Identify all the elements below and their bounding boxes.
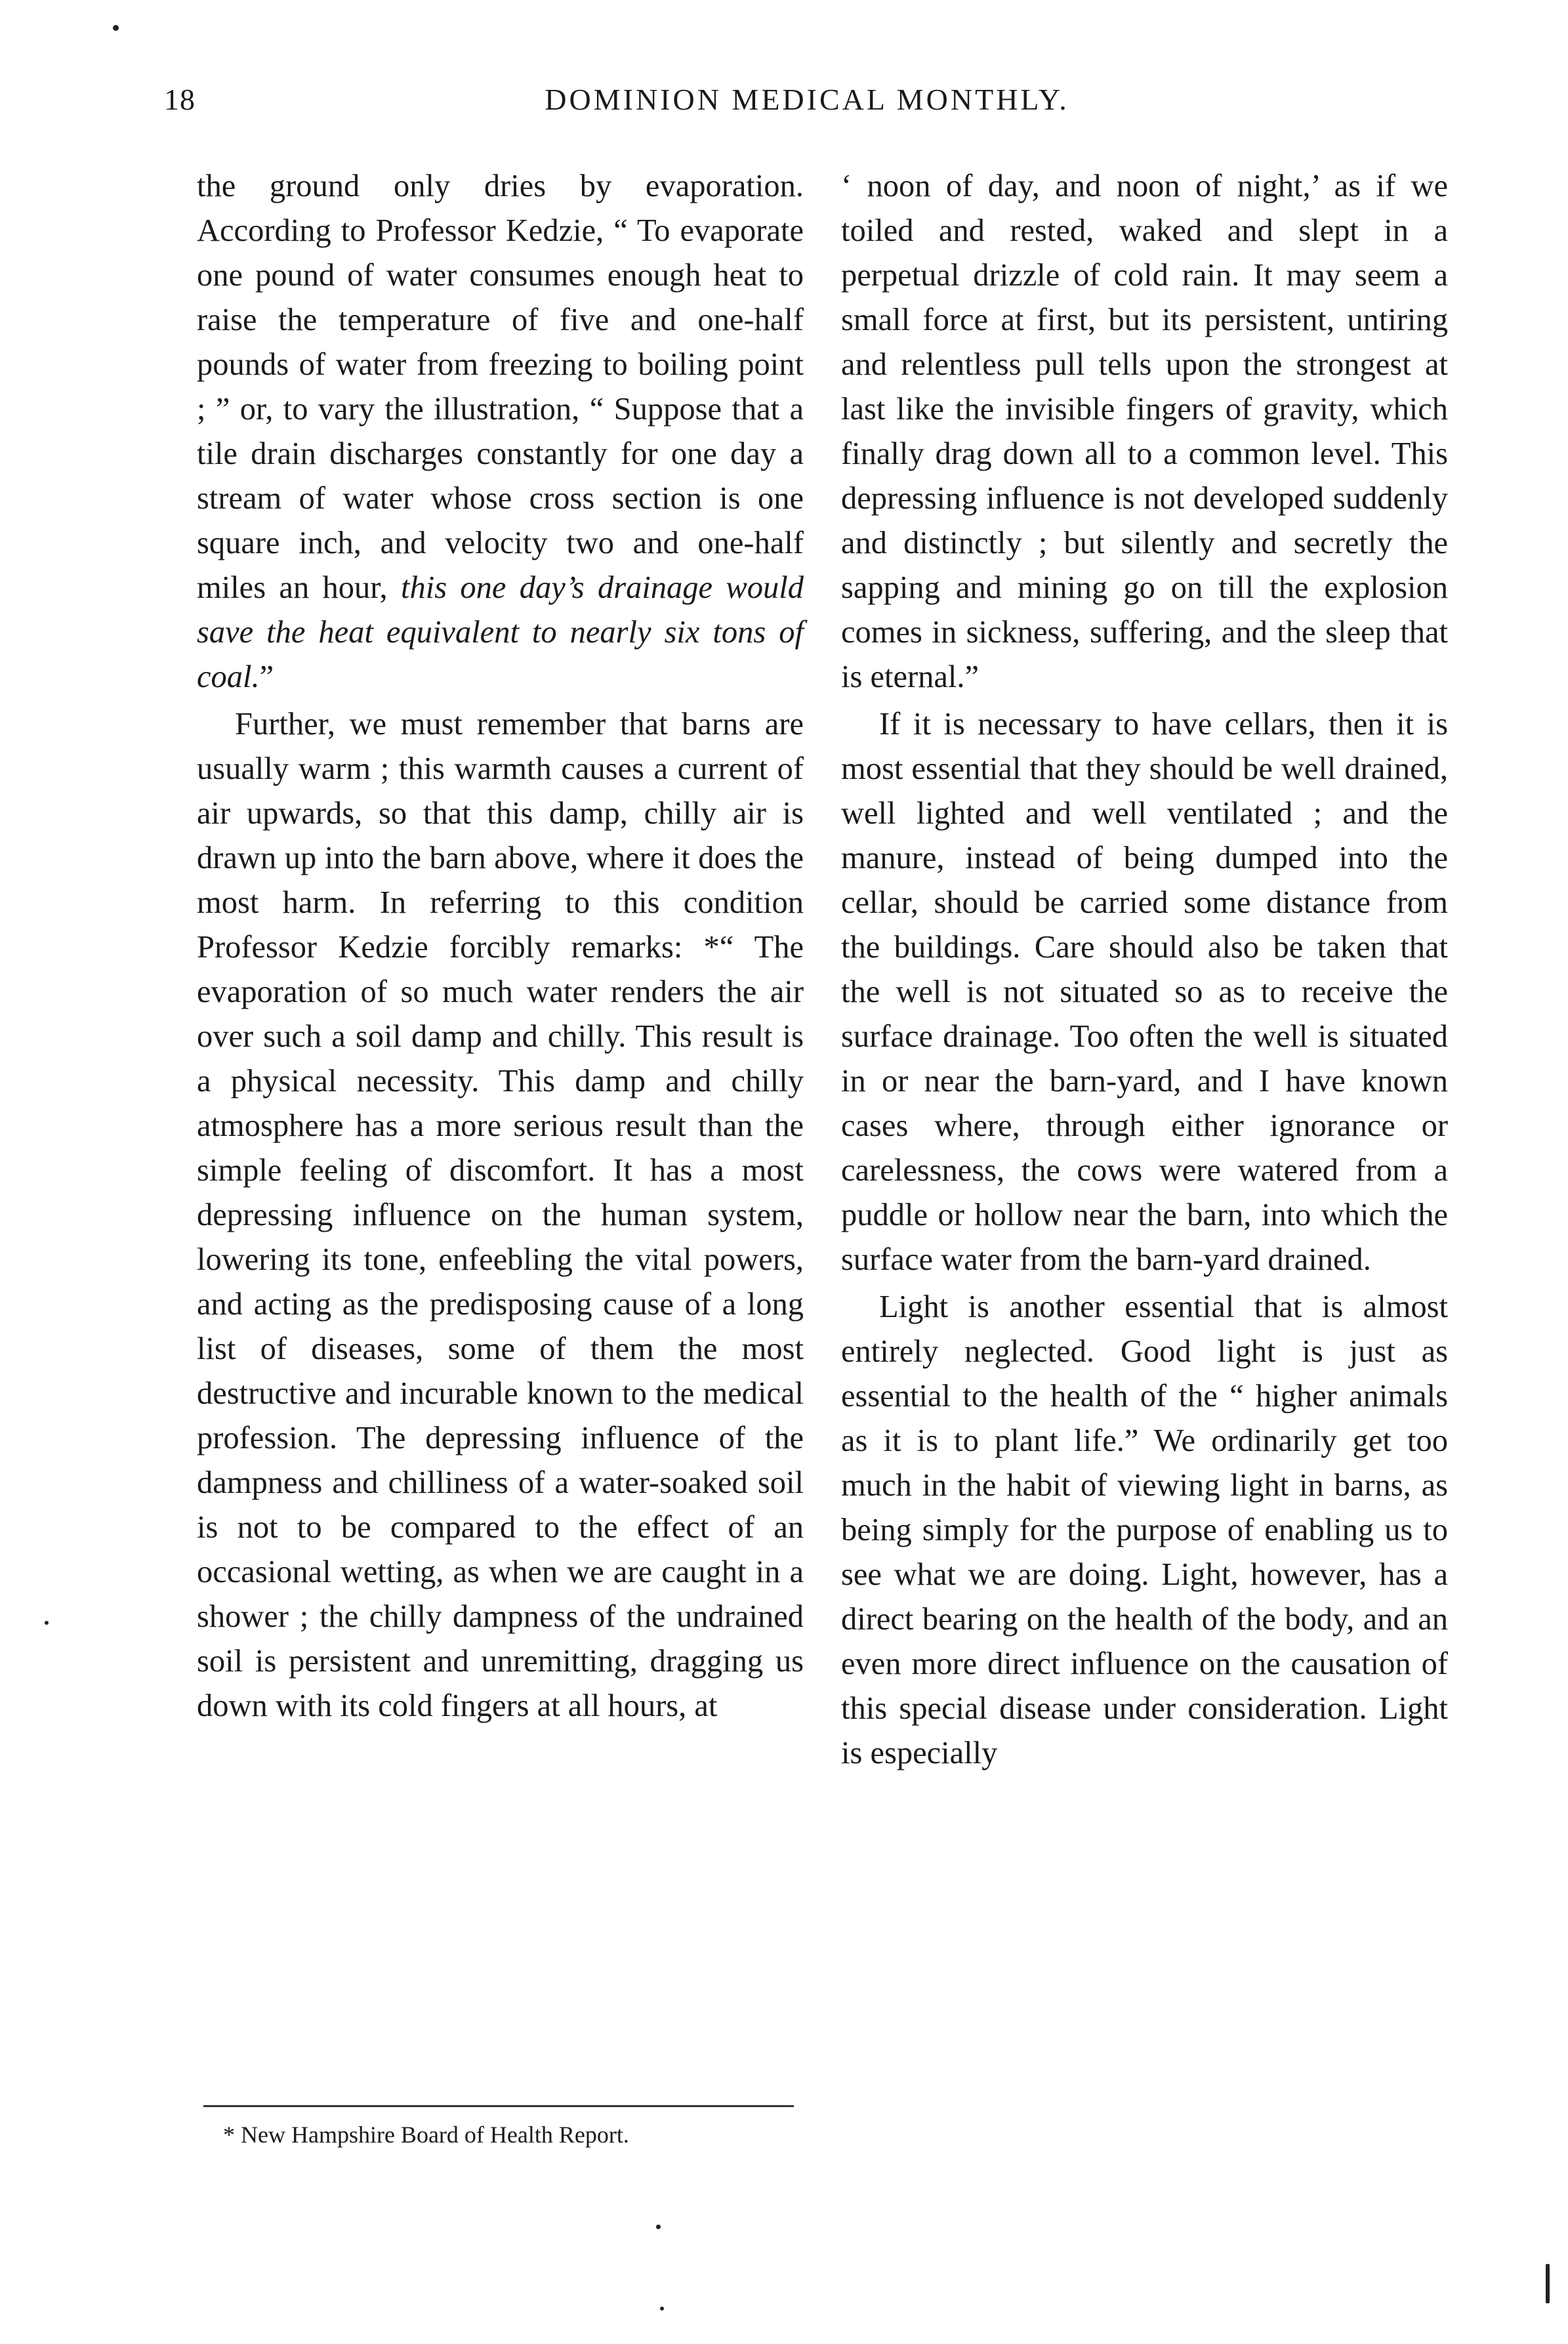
paragraph: Further, we must remember that barns are usually warm ; this warmth causes a current of air upwards, so that this damp, chilly air is drawn up into the barn above, where it does the most harm. In referring to this condition Professor Kedzie forcibly remarks: *“ The evaporation of so much water renders the air over such a soil damp and chilly. This result is a physical necessity. This damp and chilly atmosphere has a more serious result than the simple feeling of discomfort. It has a most depressing influence on the human system, lowering its tone, enfeebling the vital powers, and acting as the predisposing cause of a long list of diseases, some of them the most destructive and incurable known to the medical profession. The depressing influence of the dampness and chilliness of a water-soaked soil is not to be compared to the effect of an occasional wetting, as when we are caught in a shower ; the chilly dampness of the undrained soil is persistent and unremitting, dragging us down with its cold fingers at all hours, at [197,707,804,1723]
print-speck [1546,2264,1550,2303]
paragraph-text: the ground only dries by evaporation. According to Professor Kedzie, “ To evaporate one pound of water consumes enough heat to raise the temperature of five and one-half pounds of water from freezing to boiling point ; ” or, to vary the illustration, “ Suppose that a tile drain discharges constantly for one day a stream of water whose cross section is one square inch, and velocity two and one-half miles an hour, [197,169,804,605]
paragraph: ‘ noon of day, and noon of night,’ as if we toiled and rested, waked and slept in a perpetual drizzle of cold rain. It may seem a small force at first, but its persistent, untiring and relentless pull tells upon the strongest at last like the invisible fingers of gravity, which finally drag down all to a common level. This depressing influence is not developed suddenly and distinctly ; but silently and secretly the sapping and mining go on till the explosion comes in sickness, suffering, and the sleep that is eternal.” [841,169,1448,694]
running-head: DOMINION MEDICAL MONTHLY. [545,83,1069,116]
print-speck [660,2307,664,2311]
paragraph: If it is necessary to have cellars, then it is most essential that they should be well drained, well lighted and well ventilated ; and the manure, instead of being dumped into the cellar, should be carried some distance from the buildings. Care should also be taken that the well is not situated so as to receive the surface drainage. Too often the well is situated in or near the barn-yard, and I have known cases where, through either ignorance or carelessness, the cows were watered from a puddle or hollow near the barn, into which the surface water from the barn-yard drained. [841,707,1448,1277]
print-speck [45,1621,49,1625]
right-column [841,164,1448,1776]
paragraph: Light is another essential that is almost entirely neglected. Good light is just as essential to the health of the “ higher animals as it is to plant life.” We ordinarily get too much in the habit of viewing light in barns, as being simply for the purpose of enabling us to see what we are doing. Light, however, has a direct bearing on the health of the body, and an even more direct influence on the causation of this special disease under consideration. Light is especially [841,1289,1448,1770]
left-column [197,164,804,1728]
print-speck [656,2225,661,2229]
paragraph [197,164,804,700]
page-number: 18 [164,83,196,116]
footnote-rule [203,2105,794,2107]
quote-close: ” [259,659,274,694]
italic-quote: this one day’s drainage would save the heat equivalent to nearly six tons of coal. [197,570,804,694]
print-speck [113,25,119,31]
page-header [164,82,1450,135]
footnote: * New Hampshire Board of Health Report. [223,2122,629,2148]
